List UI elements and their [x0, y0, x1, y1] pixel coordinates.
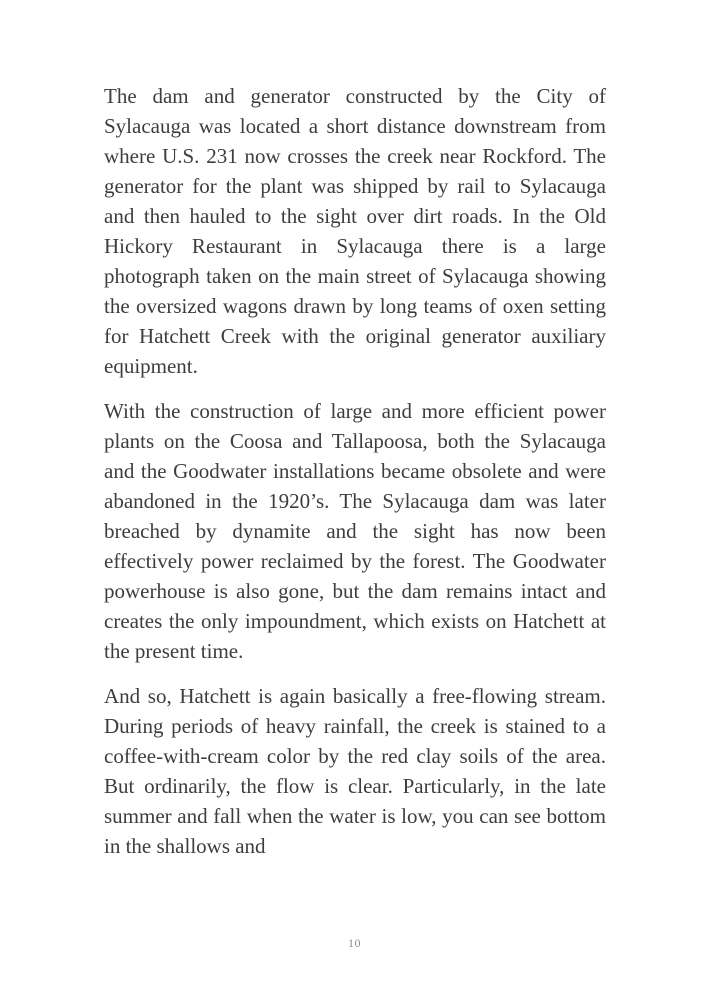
paragraph: With the construction of large and more efficient power plants on the Coosa and Tallapoosa, both the Sylacauga and the Goodwater installations became obsolete and were abandoned in the 1920’s. The Sylacauga dam was later breached by dynamite and the sight has now been effectively power reclaimed by the forest. The Goodwater powerhouse is also gone, but the dam remains intact and creates the only impoundment, which exists on Hatchett at the present time.: [104, 399, 606, 663]
page-number: 10: [348, 936, 361, 950]
paragraph: The dam and generator constructed by the City of Sylacauga was located a short distance downstream from where U.S. 231 now crosses the creek near Rockford. The generator for the plant was shipped by rail to Sylacauga and then hauled to the sight over dirt roads. In the Old Hickory Restaurant in Sylacauga there is a large photograph taken on the main street of Sylacauga showing the oversized wagons drawn by long teams of oxen setting for Hatchett Creek with the original generator auxiliary equipment.: [104, 84, 606, 378]
paragraph: And so, Hatchett is again basically a free-flowing stream. During periods of heavy rainfall, the creek is stained to a coffee-with-cream color by the red clay soils of the area. But ordinarily, the flow is clear. Particularly, in the late summer and fall when the water is low, you can see bottom in the shallows and: [104, 684, 606, 858]
page-text-column: [104, 81, 606, 861]
